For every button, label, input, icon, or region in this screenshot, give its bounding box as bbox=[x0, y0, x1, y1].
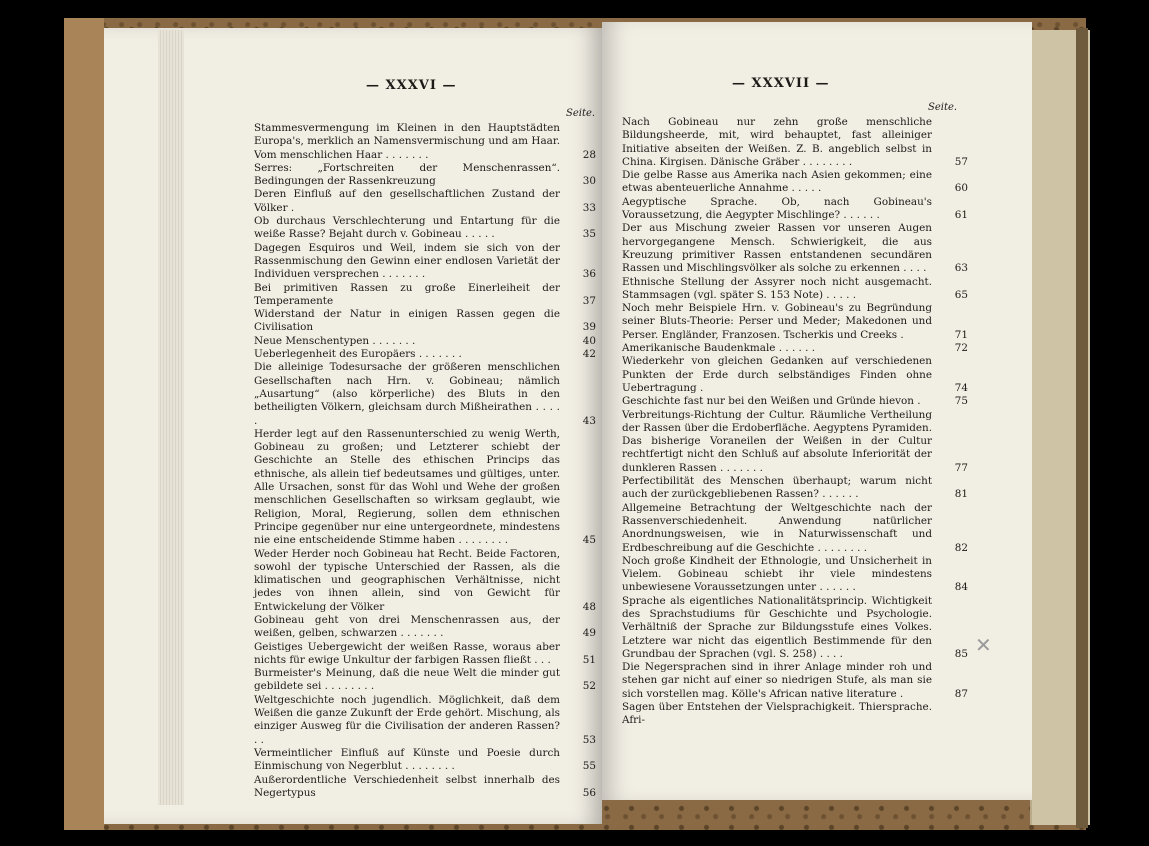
toc-entry-text: Die Negersprachen sind in ihrer Anlage minder roh und stehen gar nicht auf einer so niedrigen Stufe, als man sie sich vorstellen mag. Kölle's African native literature . bbox=[622, 661, 932, 700]
toc-entry bbox=[254, 667, 596, 694]
toc-entry bbox=[254, 614, 596, 641]
toc-page-number: 37 bbox=[582, 294, 596, 307]
toc-entry bbox=[622, 169, 968, 196]
toc-entry bbox=[254, 188, 596, 215]
toc-page-number: 65 bbox=[954, 288, 968, 301]
toc-page-number: 51 bbox=[582, 653, 596, 666]
toc-entry-text: Serres: „Fortschreiten der Menschenrassen“. Bedingungen der Rassenkreuzung bbox=[254, 161, 560, 188]
toc-entry-text: Die alleinige Todesursache der größeren menschlichen Gesellschaften nach Hrn. v. Gobineau; nämlich „Ausartung“ (also körperliche) des Bluts in den betheiligten Völkern, gleichsam durch Mißheirathen . . . . . bbox=[254, 361, 560, 427]
page-stack-edge bbox=[158, 30, 184, 805]
toc-entry bbox=[622, 502, 968, 555]
toc-page-number: 28 bbox=[582, 148, 596, 161]
toc-entry bbox=[254, 242, 596, 282]
toc-page-number: 49 bbox=[582, 627, 596, 640]
toc-entry-text: Geschichte fast nur bei den Weißen und Gründe hievon . bbox=[622, 395, 921, 408]
toc-page-number: 52 bbox=[582, 680, 596, 693]
toc-page-number: 30 bbox=[582, 175, 596, 188]
toc-entry-text: Bei primitiven Rassen zu große Einerleiheit der Temperamente bbox=[254, 281, 560, 307]
toc-entry bbox=[254, 282, 596, 309]
toc-entry bbox=[254, 348, 596, 361]
toc-entry-text: Nach Gobineau nur zehn große menschliche Bildungsheerde, mit, wird behauptet, fast alleiniger Initiative abseiten der Weißen. Z. B. angeblich selbst in China. Kirgisen. Dänische Gräber . . . . . . . . bbox=[622, 116, 932, 168]
toc-entry-text: Geistiges Uebergewicht der weißen Rasse, woraus aber nichts für ewige Unkultur der farbigen Rassen fließt . . . bbox=[254, 640, 560, 666]
back-cover-edge bbox=[1076, 28, 1088, 828]
toc-entry bbox=[254, 694, 596, 747]
toc-page-number: 85 bbox=[954, 647, 968, 660]
toc-entry-text: Allgemeine Betrachtung der Weltgeschichte nach der Rassenverschiedenheit. Anwendung natürlicher Anordnungsweisen, wie in Naturwissenschaft und Erdbeschreibung auf die Geschichte . . . . . . . . bbox=[622, 501, 932, 554]
toc-entry bbox=[622, 661, 968, 701]
toc-page-number: 75 bbox=[954, 395, 968, 408]
toc-entry bbox=[622, 302, 968, 342]
toc-entry-text: Amerikanische Baudenkmale . . . . . . bbox=[622, 342, 816, 355]
toc-page-number: 60 bbox=[954, 182, 968, 195]
toc-entry-text: Noch mehr Beispiele Hrn. v. Gobineau's zu Begründung seiner Bluts-Theorie: Perser und Meder; Makedonen und Perser. Engländer, Franzosen. Tscherkis und Creeks . bbox=[622, 302, 932, 341]
toc-page-number: 43 bbox=[582, 414, 596, 427]
toc-page-number: 61 bbox=[954, 209, 968, 222]
toc-page-number: 42 bbox=[582, 348, 596, 361]
toc-page-number: 72 bbox=[954, 342, 968, 355]
book-spine-edge bbox=[64, 18, 104, 830]
toc-page-number: 33 bbox=[582, 201, 596, 214]
toc-entry-text: Außerordentliche Verschiedenheit selbst innerhalb des Negertypus bbox=[254, 773, 560, 799]
toc-entry bbox=[622, 342, 968, 355]
toc-entry bbox=[622, 196, 968, 223]
toc-page-number: 36 bbox=[582, 268, 596, 281]
toc-entry-text: Wiederkehr von gleichen Gedanken auf verschiedenen Punkten der Erde durch selbständiges Finden ohne Uebertragung . bbox=[622, 355, 932, 394]
toc-entry-text: Burmeister's Meinung, daß die neue Welt die minder gut gebildete sei . . . . . . . . bbox=[254, 667, 560, 693]
toc-entry bbox=[254, 215, 596, 242]
toc-page-number: 56 bbox=[582, 786, 596, 799]
toc-entry bbox=[254, 361, 596, 427]
toc-entry bbox=[622, 475, 968, 502]
left-toc-list bbox=[254, 122, 596, 800]
toc-entry bbox=[254, 641, 596, 668]
toc-entry bbox=[622, 555, 968, 595]
toc-entry bbox=[254, 122, 596, 162]
toc-page-number: 48 bbox=[582, 600, 596, 613]
toc-entry bbox=[254, 774, 596, 801]
toc-page-number: 35 bbox=[582, 228, 596, 241]
toc-entry-text: Gobineau geht von drei Menschenrassen aus, der weißen, gelben, schwarzen . . . . . . . bbox=[254, 613, 560, 640]
toc-entry-text: Aegyptische Sprache. Ob, nach Gobineau's Voraussetzung, die Aegypter Mischlinge? . . . . . . bbox=[622, 195, 932, 222]
toc-page-number: 57 bbox=[954, 155, 968, 168]
toc-entry bbox=[622, 222, 968, 275]
toc-entry-text: Noch große Kindheit der Ethnologie, und Unsicherheit in Vielem. Gobineau schiebt ihr viele mindestens unbewiesene Voraussetzungen unter . . . . . . bbox=[622, 554, 932, 594]
toc-entry bbox=[254, 162, 596, 189]
toc-entry-text: Ob durchaus Verschlechterung und Entartung für die weiße Rasse? Bejaht durch v. Gobineau . . . . . bbox=[254, 215, 560, 241]
toc-page-number: 63 bbox=[954, 262, 968, 275]
left-page-header: — XXXVI — bbox=[366, 78, 457, 93]
right-toc-list bbox=[622, 116, 968, 728]
pencil-mark: ✕ bbox=[975, 633, 992, 657]
toc-page-number: 55 bbox=[582, 760, 596, 773]
toc-entry bbox=[622, 409, 968, 475]
toc-entry-text: Herder legt auf den Rassenunterschied zu wenig Werth, Gobineau zu großen; und Letzterer schiebt der Geschichte an Stelle des ethischen Princips das ethnische, als allein tief bedeutsames und gültiges, unter. Alle Ursachen, sonst für das Wohl und Wehe der großen menschlichen Gesellschaften so wirksam geglaubt, wie Religion, Moral, Regierung, sollen dem ethnischen Principe gegenüber nur eine untergeordnete, mindestens nie eine entscheidende Stimme haben . . . . . . . . bbox=[254, 427, 560, 547]
toc-entry bbox=[254, 548, 596, 614]
toc-page-number: 81 bbox=[954, 488, 968, 501]
toc-entry bbox=[254, 747, 596, 774]
toc-page-number: 40 bbox=[582, 334, 596, 347]
toc-entry-text: Verbreitungs-Richtung der Cultur. Räumliche Vertheilung der Rassen über die Erdoberfläche. Aegyptens Pyramiden. Das bisherige Voraneilen der Weißen in der Cultur rechtfertigt nicht den Schluß auf absolute Inferiorität der dunkleren Rassen . . . . . . . bbox=[622, 408, 932, 474]
toc-entry-text: Stammesvermengung im Kleinen in den Hauptstädten Europa's, merklich an Namensvermischung und am Haar. Vom menschlichen Haar . . . . . . . bbox=[254, 122, 560, 161]
toc-entry bbox=[622, 116, 968, 169]
toc-page-number: 82 bbox=[954, 541, 968, 554]
toc-entry-text: Die gelbe Rasse aus Amerika nach Asien gekommen; eine etwas abenteuerliche Annahme . . . . . bbox=[622, 169, 932, 195]
toc-page-number: 39 bbox=[582, 321, 596, 334]
toc-entry-text: Weder Herder noch Gobineau hat Recht. Beide Factoren, sowohl der typische Unterschied der Rassen, als die klimatischen und geographischen Verhältnisse, nicht jedes von ihnen allein, sind von Gewicht für Entwickelung der Völker bbox=[254, 547, 560, 613]
toc-entry-text: Dagegen Esquiros und Weil, indem sie sich von der Rassenmischung den Gewinn einer endlosen Varietät der Individuen versprechen . . . . . . . bbox=[254, 241, 560, 281]
toc-entry bbox=[622, 595, 968, 661]
toc-entry-text: Ueberlegenheit des Europäers . . . . . . . bbox=[254, 348, 462, 361]
toc-entry-text: Weltgeschichte noch jugendlich. Möglichkeit, daß dem Weißen die ganze Zukunft der Erde gehört. Mischung, als einziger Ausweg für die Civilisation der anderen Rassen? . . bbox=[254, 693, 560, 746]
toc-entry-text: Der aus Mischung zweier Rassen vor unseren Augen hervorgegangene Mensch. Schwierigkeit, die aus Kreuzung primitiver Rassen entstandenen secundären Rassen und Mischlingsvölker als solche zu erkennen . . . . bbox=[622, 222, 932, 275]
toc-entry-text: Widerstand der Natur in einigen Rassen gegen die Civilisation bbox=[254, 308, 560, 334]
toc-entry-text: Deren Einfluß auf den gesellschaftlichen Zustand der Völker . bbox=[254, 188, 560, 214]
toc-page-number: 53 bbox=[582, 733, 596, 746]
right-page-header: — XXXVII — bbox=[732, 76, 830, 91]
right-page bbox=[602, 22, 1032, 800]
toc-entry-text: Ethnische Stellung der Assyrer noch nicht ausgemacht. Stammsagen (vgl. später S. 153 Note) . . . . . bbox=[622, 275, 932, 301]
toc-entry-text: Sprache als eigentliches Nationalitätsprincip. Wichtigkeit des Sprachstudiums für Geschichte und Psychologie. Verhältniß der Sprache zur Bildungsstufe eines Volkes. Letztere war nicht das eigentlich Bestimmende für den Grundbau der Sprachen (vgl. S. 258) . . . . bbox=[622, 594, 932, 660]
toc-page-number: 74 bbox=[954, 381, 968, 394]
toc-entry bbox=[622, 701, 968, 728]
toc-entry bbox=[622, 355, 968, 395]
right-seite-label: Seite. bbox=[928, 102, 958, 113]
toc-entry bbox=[622, 276, 968, 303]
toc-page-number: 87 bbox=[954, 687, 968, 700]
toc-entry-text: Vermeintlicher Einfluß auf Künste und Poesie durch Einmischung von Negerblut . . . . . . . . bbox=[254, 746, 560, 773]
toc-entry-text: Perfectibilität des Menschen überhaupt; warum nicht auch der zurückgebliebenen Rassen? . . . . . . bbox=[622, 475, 932, 501]
toc-page-number: 45 bbox=[582, 534, 596, 547]
left-seite-label: Seite. bbox=[566, 108, 596, 119]
toc-entry bbox=[254, 335, 596, 348]
toc-entry bbox=[254, 308, 596, 335]
toc-entry-text: Sagen über Entstehen der Vielsprachigkeit. Thiersprache. Afri- bbox=[622, 701, 932, 727]
toc-entry bbox=[254, 428, 596, 548]
toc-page-number: 77 bbox=[954, 461, 968, 474]
toc-entry bbox=[622, 395, 968, 408]
toc-page-number: 71 bbox=[954, 328, 968, 341]
toc-entry-text: Neue Menschentypen . . . . . . . bbox=[254, 334, 416, 347]
toc-page-number: 84 bbox=[954, 581, 968, 594]
